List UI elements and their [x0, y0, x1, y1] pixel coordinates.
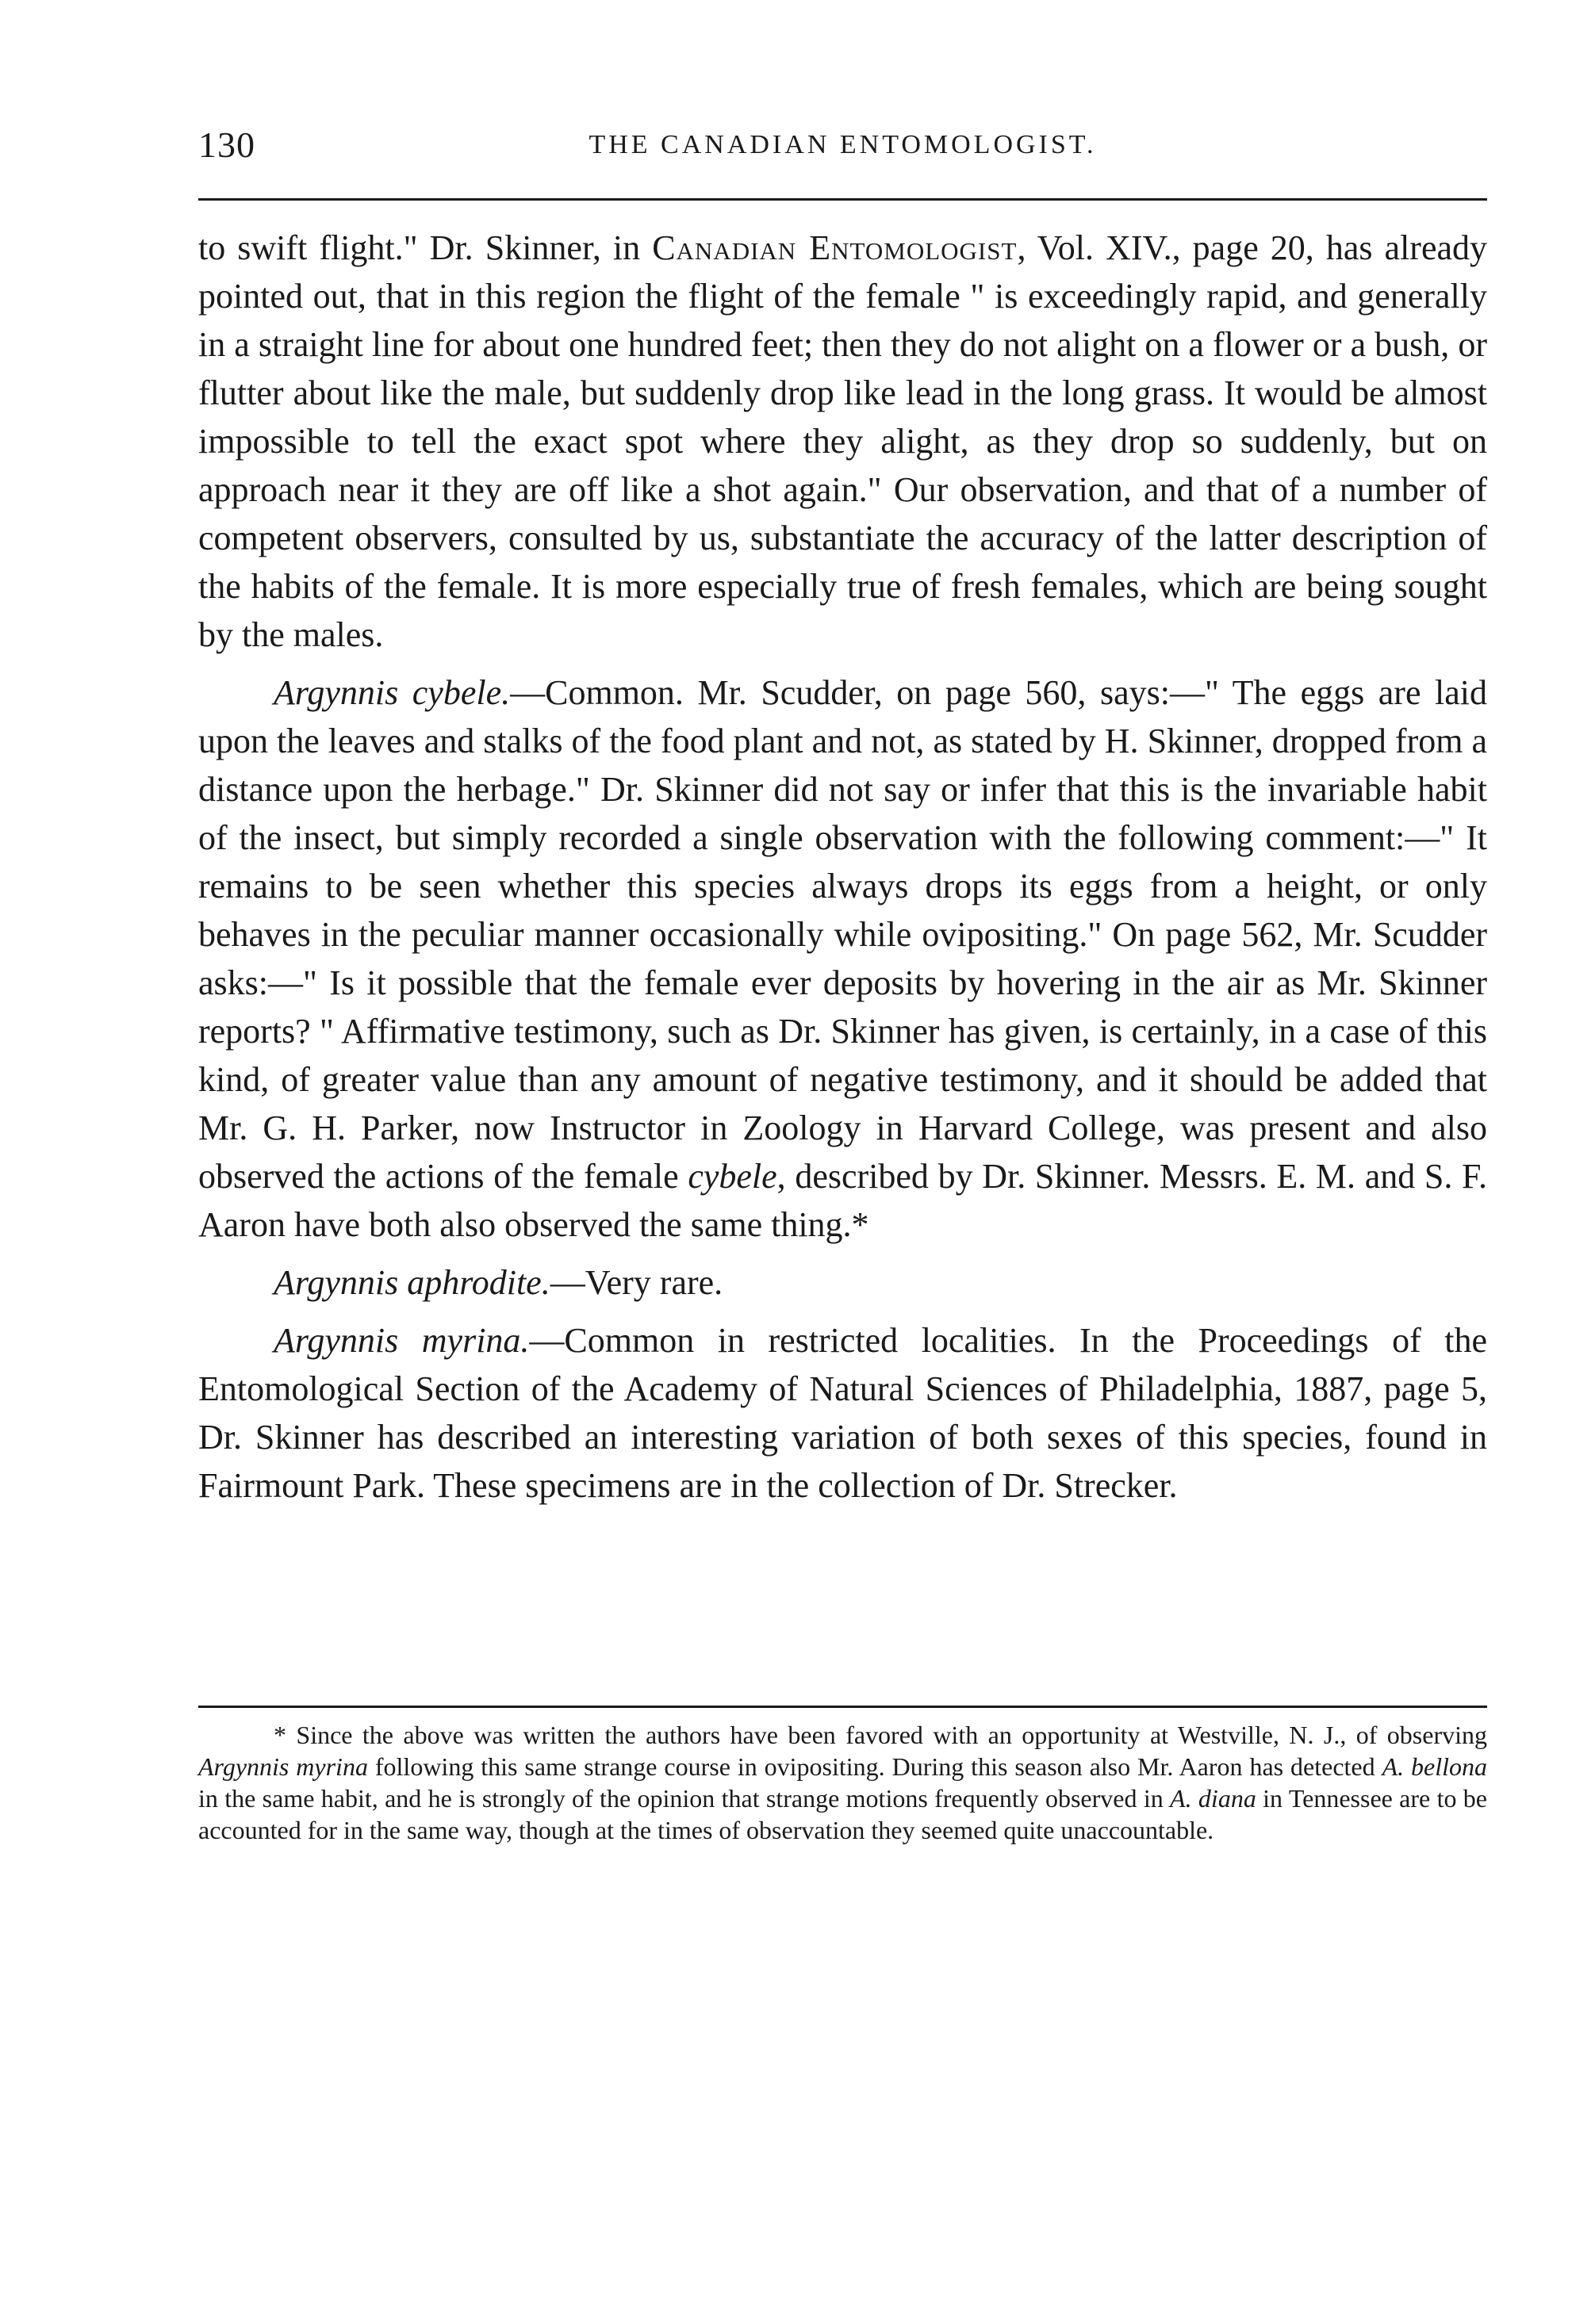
text-run: following this same strange course in ovipositing. During this season also Mr. Aaron has detected — [367, 1752, 1382, 1781]
page-number: 130 — [198, 124, 255, 165]
text-run: , Vol. XIV., page 20, has already pointed out, that in this region the flight of the female " is exceedingly rapid, and generally in a straight line for about one hundred feet; then they do not alight on a flower or a bush, or flutter about like the male, but suddenly drop like lead in the long grass. It would be almost impossible to tell the exact spot where they alight, as they drop so suddenly, but on approach near it they are off like a shot again." Our observation, and that of a number of competent observers, consulted by us, substantiate the accuracy of the latter description of the habits of the female. It is more especially true of fresh females, which are being sought by the males. — [198, 228, 1488, 654]
running-title: THE CANADIAN ENTOMOLOGIST. — [589, 130, 1097, 159]
text-run: * Since the above was written the authors have been favored with an opportunity at Westville, N. J., of observing — [274, 1721, 1487, 1749]
species-name: Argynnis cybele. — [274, 673, 511, 712]
paragraph-cybele — [198, 668, 1487, 1249]
paragraph-aphrodite — [198, 1258, 1487, 1307]
page-header — [198, 124, 1487, 179]
text-run: , described by Dr. Skinner. Messrs. E. M. and S. F. Aaron have both also observed the same thing.* — [198, 1157, 1487, 1244]
paragraph-continuation — [198, 224, 1487, 659]
species-name: A. diana — [1170, 1784, 1256, 1813]
footnote — [198, 1719, 1487, 1846]
species-name: Argynnis aphrodite. — [274, 1263, 550, 1302]
footnote-rule — [198, 1706, 1487, 1708]
species-name: Argynnis myrina. — [274, 1321, 530, 1360]
text-run: in Tennessee are to be accounted for in the same way, though at the times of observation they seemed quite unaccountable. — [198, 1784, 1488, 1844]
main-text — [198, 224, 1487, 1510]
text-run: —Common in restricted localities. In the Proceedings of the Entomological Section of the Academy of Natural Sciences of Philadelphia, 1887, page 5, Dr. Skinner has described an interesting variation of both sexes of this species, found in Fairmount Park. These specimens are in the collection of Dr. Strecker. — [198, 1321, 1487, 1505]
species-name: A. bellona — [1382, 1752, 1488, 1781]
text-run: to swift flight." Dr. Skinner, in — [198, 228, 653, 267]
text-run: —Common. Mr. Scudder, on page 560, says:—" The eggs are laid upon the leaves and stalks of the food plant and not, as stated by H. Skinner, dropped from a distance upon the herbage." Dr. Skinner did not say or infer that this is the invariable habit of the insect, but simply recorded a single observation with the following comment:—" It remains to be seen whether this species always drops its eggs from a height, or only behaves in the peculiar manner occasionally while ovipositing." On page 562, Mr. Scudder asks:—" Is it possible that the female ever deposits by hovering in the air as Mr. Skinner reports? " Affirmative testimony, such as Dr. Skinner has given, is certainly, in a case of this kind, of greater value than any amount of negative testimony, and it should be added that Mr. G. H. Parker, now Instructor in Zoology in Harvard College, was present and also observed the actions of the female — [198, 673, 1487, 1196]
journal-name: Canadian Entomologist — [652, 228, 1018, 267]
species-name: cybele — [688, 1157, 777, 1196]
text-run: —Very rare. — [550, 1263, 723, 1302]
species-name: Argynnis myrina — [198, 1752, 368, 1781]
text-run: in the same habit, and he is strongly of the opinion that strange motions frequently observed in — [198, 1784, 1171, 1813]
paragraph-myrina — [198, 1316, 1487, 1510]
header-rule — [198, 198, 1487, 201]
